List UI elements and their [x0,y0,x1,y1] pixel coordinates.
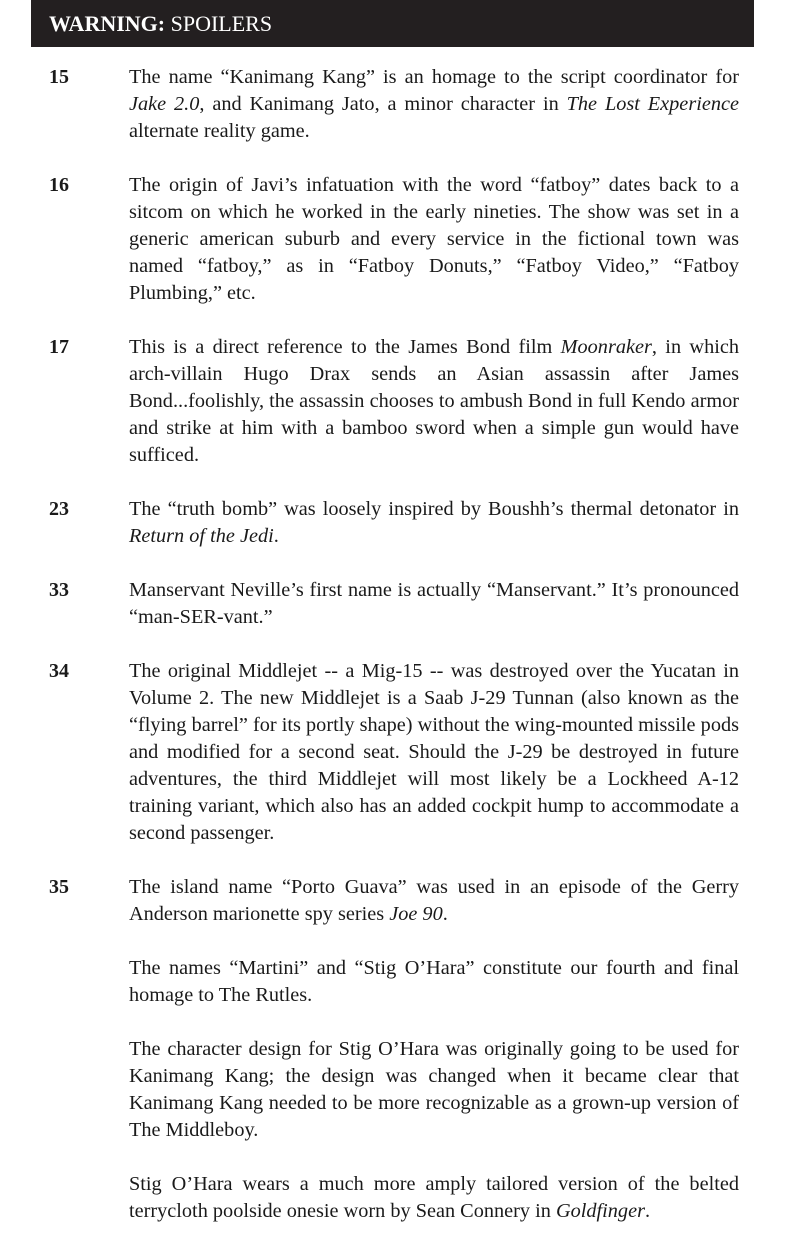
footnote [0,64,786,145]
text-run: alternate reality game. [129,120,310,142]
title-italic: The Lost Experience [566,93,739,115]
text-run: . [644,1200,651,1222]
text-run: , in which arch-villain Hugo Drax sends an Asian assassin after James Bond...foolishly, the assassin chooses to ambush Bond in full Kendo armor and strike at him with a bamboo sword when a simple gun would have sufficed. [129,336,740,466]
footnote-paragraph [129,172,739,307]
text-run: The names “Martini” and “Stig O’Hara” constitute our fourth and final homage to The Rutles. [129,957,739,1006]
footnote-number: 17 [49,336,69,358]
title-italic: Jake 2.0 [129,93,200,115]
text-run: The origin of Javi’s infatuation with the word “fatboy” dates back to a sitcom on which he worked in the early nineties. The show was set in a generic american suburb and every service in the fictional town was named “fatboy,” as in “Fatboy Donuts,” “Fatboy Video,” “Fatboy Plumbing,” etc. [129,174,739,304]
footnote-paragraph [129,1036,739,1144]
footnote-paragraph [129,334,739,469]
warning-text: SPOILERS [165,11,273,36]
footnote-paragraph [129,874,739,928]
title-italic: Joe 90 [389,903,443,925]
footnote-number: 34 [49,660,69,682]
footnotes-list [0,64,786,1252]
spoiler-warning-banner [31,0,754,47]
text-run: The “truth bomb” was loosely inspired by Boushh’s thermal detonator in [129,498,739,520]
footnote [0,334,786,469]
text-run: , and Kanimang Jato, a minor character in [199,93,567,115]
footnote [0,496,786,550]
footnote-paragraph [129,1171,739,1225]
text-run: The original Middlejet -- a Mig-15 -- was destroyed over the Yucatan in Volume 2. The new Middlejet is a Saab J-29 Tunnan (also known as the “flying barrel” for its portly shape) without the wing-mounted missile pods and modified for a second seat. Should the J-29 be destroyed in future adventures, the third Middlejet will most likely be a Lockheed A-12 training variant, which also has an added cockpit hump to accommodate a second passenger. [129,660,739,844]
text-run: The island name “Porto Guava” was used in an episode of the Gerry Anderson marionette spy series [129,876,739,925]
footnote-number: 35 [49,876,69,898]
text-run: This is a direct reference to the James Bond film [129,336,561,358]
text-run: The name “Kanimang Kang” is an homage to the script coordinator for [129,66,739,88]
footnote-number: 15 [49,66,69,88]
title-italic: Moonraker [560,336,652,358]
footnote [0,658,786,847]
text-run: Stig O’Hara wears a much more amply tailored version of the belted terrycloth poolside onesie worn by Sean Connery in [129,1173,739,1222]
text-run: . [442,903,448,925]
footnote-paragraph [129,577,739,631]
text-run: Manservant Neville’s first name is actually “Manservant.” It’s pronounced “man-SER-vant.” [129,579,739,628]
footnote-paragraph [129,955,739,1009]
footnote [0,577,786,631]
footnote-number: 23 [49,498,69,520]
footnote-number: 33 [49,579,69,601]
text-run: The character design for Stig O’Hara was originally going to be used for Kanimang Kang; the design was changed when it became clear that Kanimang Kang needed to be more recognizable as a grown-up version of The Middleboy. [129,1038,739,1141]
footnote [0,874,786,1225]
footnote [0,172,786,307]
footnote-number: 16 [49,174,69,196]
footnote-paragraph [129,658,739,847]
warning-label: WARNING: [49,11,166,36]
text-run: . [273,525,279,547]
title-italic: Return of the Jedi [129,525,274,547]
footnote-paragraph [129,64,739,145]
title-italic: Goldfinger [555,1200,645,1222]
footnote-paragraph [129,496,739,550]
